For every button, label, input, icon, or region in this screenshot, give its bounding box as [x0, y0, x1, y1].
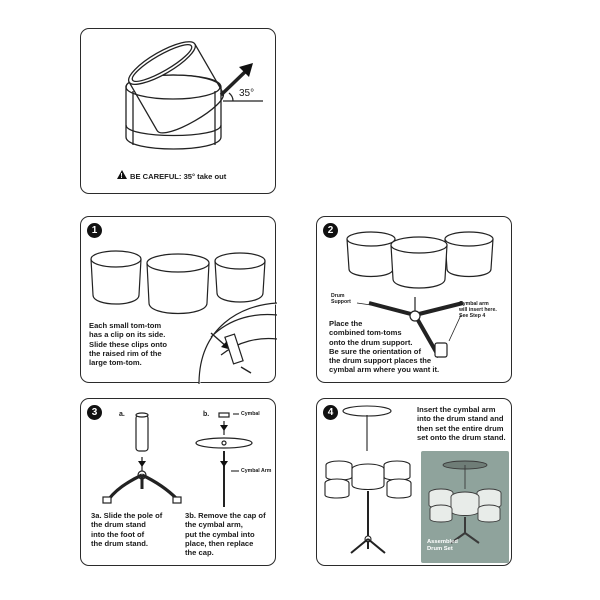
step-3a-instructions: 3a. Slide the pole of the drum stand into the foot of the drum stand.: [91, 511, 163, 548]
drum-takeout-illustration: [81, 29, 277, 195]
drum-set-assembly-illustration: [317, 399, 427, 567]
step-number-badge: 4: [323, 405, 338, 420]
step-2-panel: [316, 216, 512, 383]
step-number-badge: 3: [87, 405, 102, 420]
step-4-panel: [316, 398, 512, 566]
substep-b-label: b.: [203, 411, 210, 418]
takeout-panel: [80, 28, 276, 194]
step-4-instructions: Insert the cymbal arm into the drum stand and then set the entire drum set onto the drum stand.: [417, 405, 506, 442]
warning-text: BE CAREFUL: 35° take out: [130, 172, 227, 181]
step-3-panel: [80, 398, 276, 566]
step-number-badge: 1: [87, 223, 102, 238]
assembled-label: Assembled Drum Set: [427, 539, 458, 552]
step-1-instructions: Each small tom-tom has a clip on its side. Slide these clips onto the raised rim of the large tom-tom.: [89, 321, 168, 368]
step-number-badge: 2: [323, 223, 338, 238]
step-1-panel: [80, 216, 276, 383]
cymbal-arm-label: Cymbal Arm: [241, 468, 272, 474]
svg-text:!: !: [120, 173, 123, 180]
step-3b-instructions: 3b. Remove the cap of the cymbal arm, put the cymbal into place, then replace the cap.: [185, 511, 266, 558]
angle-label: 35°: [239, 88, 255, 99]
drum-support-label: Drum Support: [331, 293, 351, 305]
step-2-instructions: Place the combined tom-toms onto the drum support. Be sure the orientation of the drum support places the cymbal arm where you want it.: [329, 319, 440, 375]
substep-a-label: a.: [119, 411, 125, 418]
assembled-drum-set-photo: [421, 451, 509, 563]
cymbal-label: Cymbal: [241, 411, 260, 417]
cymbal-arm-note: Cymbal arm will insert here. See Step 4: [459, 301, 497, 319]
